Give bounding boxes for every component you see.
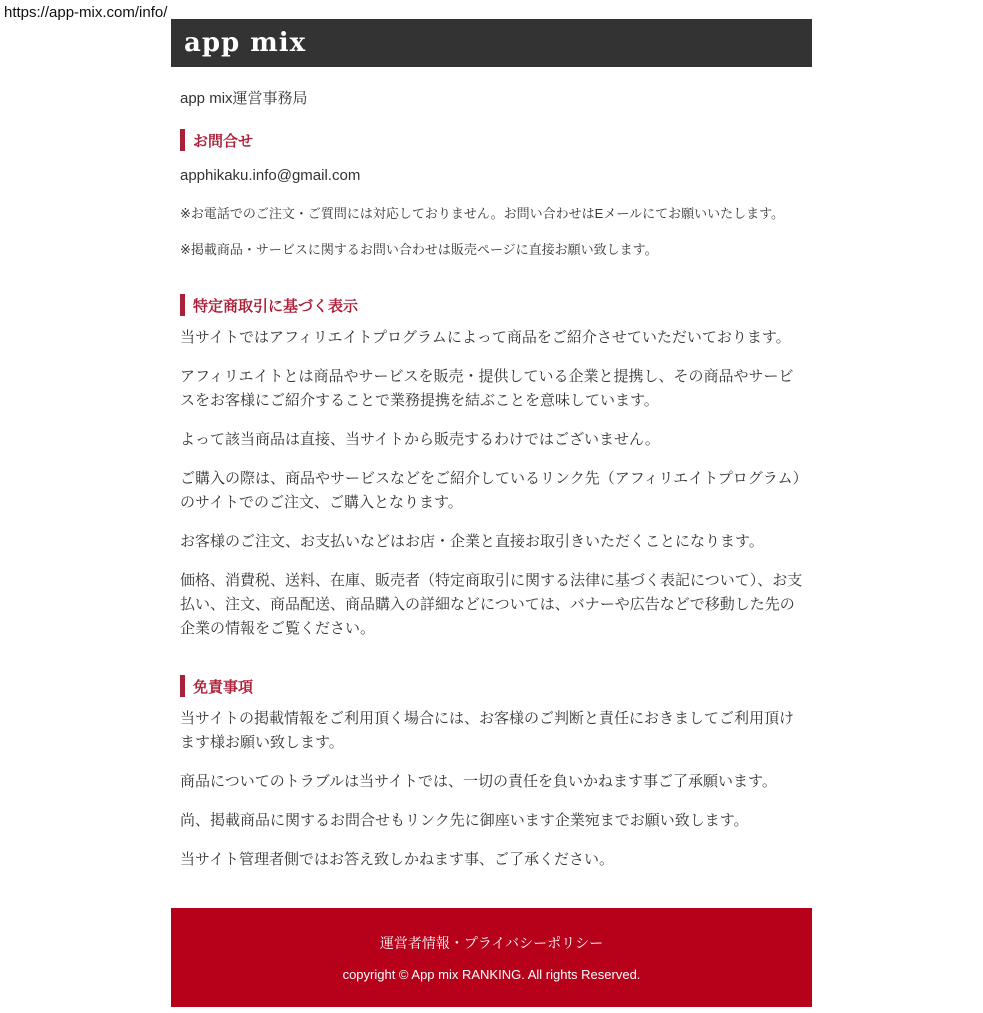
site-footer bbox=[171, 908, 812, 1007]
contact-note: ※掲載商品・サービスに関するお問い合わせは販売ページに直接お願い致します。 bbox=[180, 242, 658, 257]
site-title: app mix bbox=[184, 28, 307, 58]
section-heading-label: 特定商取引に基づく表示 bbox=[193, 297, 359, 315]
section-heading-label: 免責事項 bbox=[193, 678, 254, 696]
paragraph: 当サイトの掲載情報をご利用頂く場合には、お客様のご判断と責任におきましてご利用頂けます様お願い致します。 bbox=[180, 710, 794, 751]
paragraph: お客様のご注文、お支払いなどはお店・企業と直接お取引きいただくことになります。 bbox=[180, 533, 764, 550]
section-accent-bar bbox=[180, 129, 185, 151]
main-content bbox=[171, 87, 812, 872]
section-heading-disclaimer bbox=[180, 675, 803, 697]
section-accent-bar bbox=[180, 675, 185, 697]
section-heading-label: お問合せ bbox=[193, 132, 254, 150]
section-heading-contact bbox=[180, 129, 803, 151]
section-heading-commerce-law bbox=[180, 294, 803, 316]
footer-copyright: copyright © App mix RANKING. All rights Reserved. bbox=[342, 967, 641, 982]
section-accent-bar bbox=[180, 294, 185, 316]
contact-note: ※お電話でのご注文・ご質問には対応しておりません。お問い合わせはEメールにてお願いいたします。 bbox=[180, 206, 785, 221]
paragraph: 当サイトではアフィリエイトプログラムによって商品をご紹介させていただいております。 bbox=[180, 329, 791, 346]
site-header bbox=[171, 19, 812, 67]
paragraph: 尚、掲載商品に関するお問合せもリンク先に御座います企業宛までお願い致します。 bbox=[180, 812, 749, 829]
contact-email: apphikaku.info@gmail.com bbox=[180, 167, 361, 184]
section-disclaimer bbox=[180, 675, 803, 872]
section-contact bbox=[180, 129, 803, 260]
section-commerce-law bbox=[180, 294, 803, 641]
paragraph: 価格、消費税、送料、在庫、販売者（特定商取引に関する法律に基づく表記について）、お支払い、注文、商品配送、商品購入の詳細などについては、バナーや広告などで移動した先の企業の情報をご覧ください。 bbox=[180, 572, 803, 637]
paragraph: アフィリエイトとは商品やサービスを販売・提供している企業と提携し、その商品やサービスをお客様にご紹介することで業務提携を結ぶことを意味しています。 bbox=[180, 368, 794, 409]
page-container bbox=[171, 19, 812, 1007]
paragraph: 当サイト管理者側ではお答え致しかねます事、ご了承ください。 bbox=[180, 851, 614, 868]
footer-privacy-policy-link[interactable]: 運営者情報・プライバシーポリシー bbox=[379, 935, 604, 951]
paragraph: 商品についてのトラブルは当サイトでは、一切の責任を負いかねます事ご了承願います。 bbox=[180, 773, 777, 790]
operator-line: app mix運営事務局 bbox=[180, 90, 308, 107]
page-url-text: https://app-mix.com/info/ bbox=[4, 4, 168, 21]
paragraph: よって該当商品は直接、当サイトから販売するわけではございません。 bbox=[180, 431, 660, 448]
paragraph: ご購入の際は、商品やサービスなどをご紹介しているリンク先（アフィリエイトプログラム）のサイトでのご注文、ご購入となります。 bbox=[180, 470, 801, 511]
